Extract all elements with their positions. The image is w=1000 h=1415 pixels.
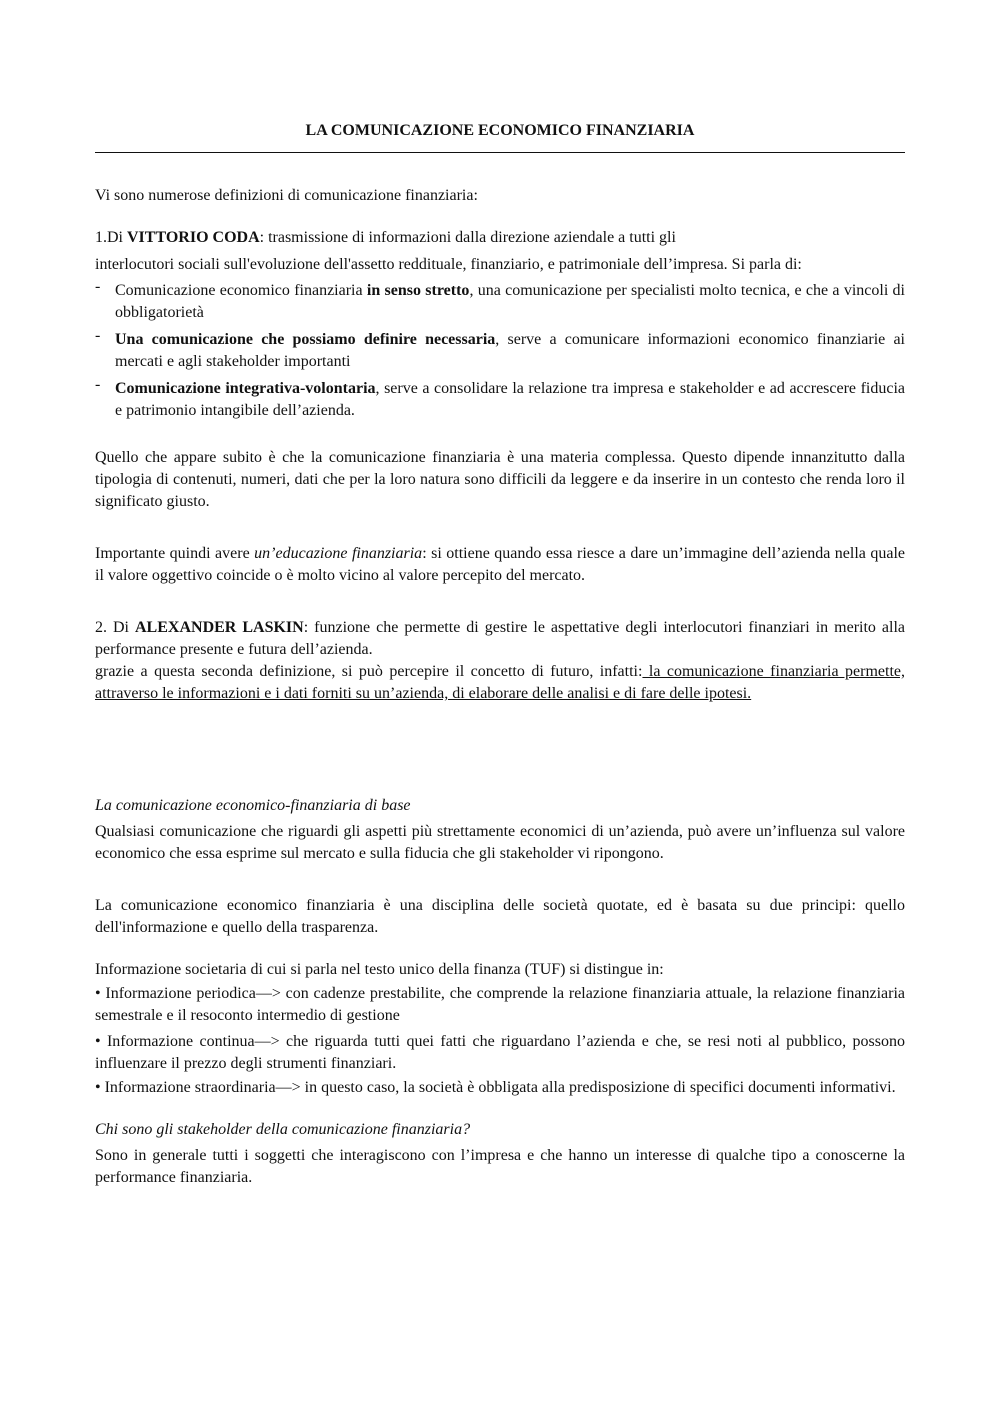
tuf-item-extraordinary: • Informazione straordinaria—> in questo caso, la società è obbligata alla predisposizione di specifici documenti informativi. <box>95 1079 896 1096</box>
tuf-intro: Informazione societaria di cui si parla nel testo unico della finanza (TUF) si distingue in: <box>95 961 664 978</box>
underlined-statement: la comunicazione finanziaria permette, attraverso le informazioni e i dati forniti su un’azienda, di elaborare delle analisi e di fare delle ipotesi. <box>95 663 905 702</box>
complexity-paragraph: Quello che appare subito è che la comunicazione finanziaria è una materia complessa. Questo dipende innanzitutto dalla tipologia di contenuti, numeri, dati che per la loro natura sono difficili da leggere e da inserire in un contesto che renda loro il significato giusto. <box>95 449 905 510</box>
dash-marker: - <box>95 376 101 393</box>
dash-marker: - <box>95 327 101 344</box>
tuf-item-periodic: • Informazione periodica—> con cadenze prestabilite, che comprende la relazione finanziaria attuale, la relazione finanziaria semestrale e il resoconto intermedio di gestione <box>95 985 905 1024</box>
base-paragraph-1: Qualsiasi comunicazione che riguardi gli aspetti più strettamente economici di un’azienda, può avere un’influenza sul valore economico che essa esprime sul mercato e sulla fiducia che gli stakeholder vi ripongono. <box>95 823 905 862</box>
title-divider <box>95 152 905 153</box>
document-title: LA COMUNICAZIONE ECONOMICO FINANZIARIA <box>305 122 695 139</box>
definition-2-continuation: grazie a questa seconda definizione, si può percepire il concetto di futuro, infatti: la comunicazione finanziaria permette, attraverso le informazioni e i dati forniti su un’azienda, di elaborare delle analisi e di fare delle ipotesi. <box>95 663 905 702</box>
intro-paragraph: Vi sono numerose definizioni di comunicazione finanziaria: <box>95 187 478 204</box>
definition-1-first-line <box>95 227 905 249</box>
section-heading-stakeholder: Chi sono gli stakeholder della comunicazione finanziaria? <box>95 1121 471 1138</box>
definition-1-author: VITTORIO CODA <box>127 229 260 246</box>
definition-1-text: : trasmissione di informazioni dalla direzione aziendale a tutti gli <box>259 229 676 246</box>
stakeholder-paragraph: Sono in generale tutti i soggetti che interagiscono con l’impresa e che hanno un interesse di qualche tipo a conoscerne la performance finanziaria. <box>95 1147 905 1186</box>
education-paragraph: Importante quindi avere un’educazione finanziaria: si ottiene quando essa riesce a dare un’immagine dell’azienda nella quale il valore oggettivo coincide o è molto vicino al valore percepito del mercato. <box>95 545 906 584</box>
definition-2-paragraph: 2. Di ALEXANDER LASKIN: funzione che permette di gestire le aspettative degli interlocutori finanziari in merito alla performance presente e futura dell’azienda. <box>95 619 906 658</box>
list-item: - Una comunicazione che possiamo definire necessaria, serve a comunicare informazioni economico finanziarie ai mercati e agli stakeholder importanti <box>95 327 906 370</box>
document-body <box>95 120 905 1189</box>
education-term: un’educazione finanziaria <box>254 545 423 562</box>
list-item: - Comunicazione economico finanziaria in senso stretto, una comunicazione per specialisti molto tecnica, e che a vincoli di obbligatorietà <box>95 278 906 321</box>
definition-1-prefix: 1.Di <box>95 229 127 246</box>
definition-1-continuation: interlocutori sociali sull'evoluzione dell'assetto reddituale, finanziario, e patrimoniale dell’impresa. Si parla di: <box>95 256 802 273</box>
base-paragraph-2: La comunicazione economico finanziaria è una disciplina delle società quotate, ed è basata su due principi: quello dell'informazione e quello della trasparenza. <box>95 897 905 936</box>
tuf-item-continuous: • Informazione continua—> che riguarda tutti quei fatti che riguardano l’azienda e che, se resi noti al pubblico, possono influenzare il prezzo degli strumenti finanziari. <box>95 1033 905 1072</box>
section-heading-base: La comunicazione economico-finanziaria di base <box>95 797 411 814</box>
list-item: - Comunicazione integrativa-volontaria, serve a consolidare la relazione tra impresa e stakeholder e ad accrescere fiducia e patrimonio intangibile dell’azienda. <box>95 376 905 419</box>
definition-1-list <box>95 280 905 422</box>
definition-2-author: ALEXANDER LASKIN <box>135 619 304 636</box>
dash-marker: - <box>95 278 101 295</box>
